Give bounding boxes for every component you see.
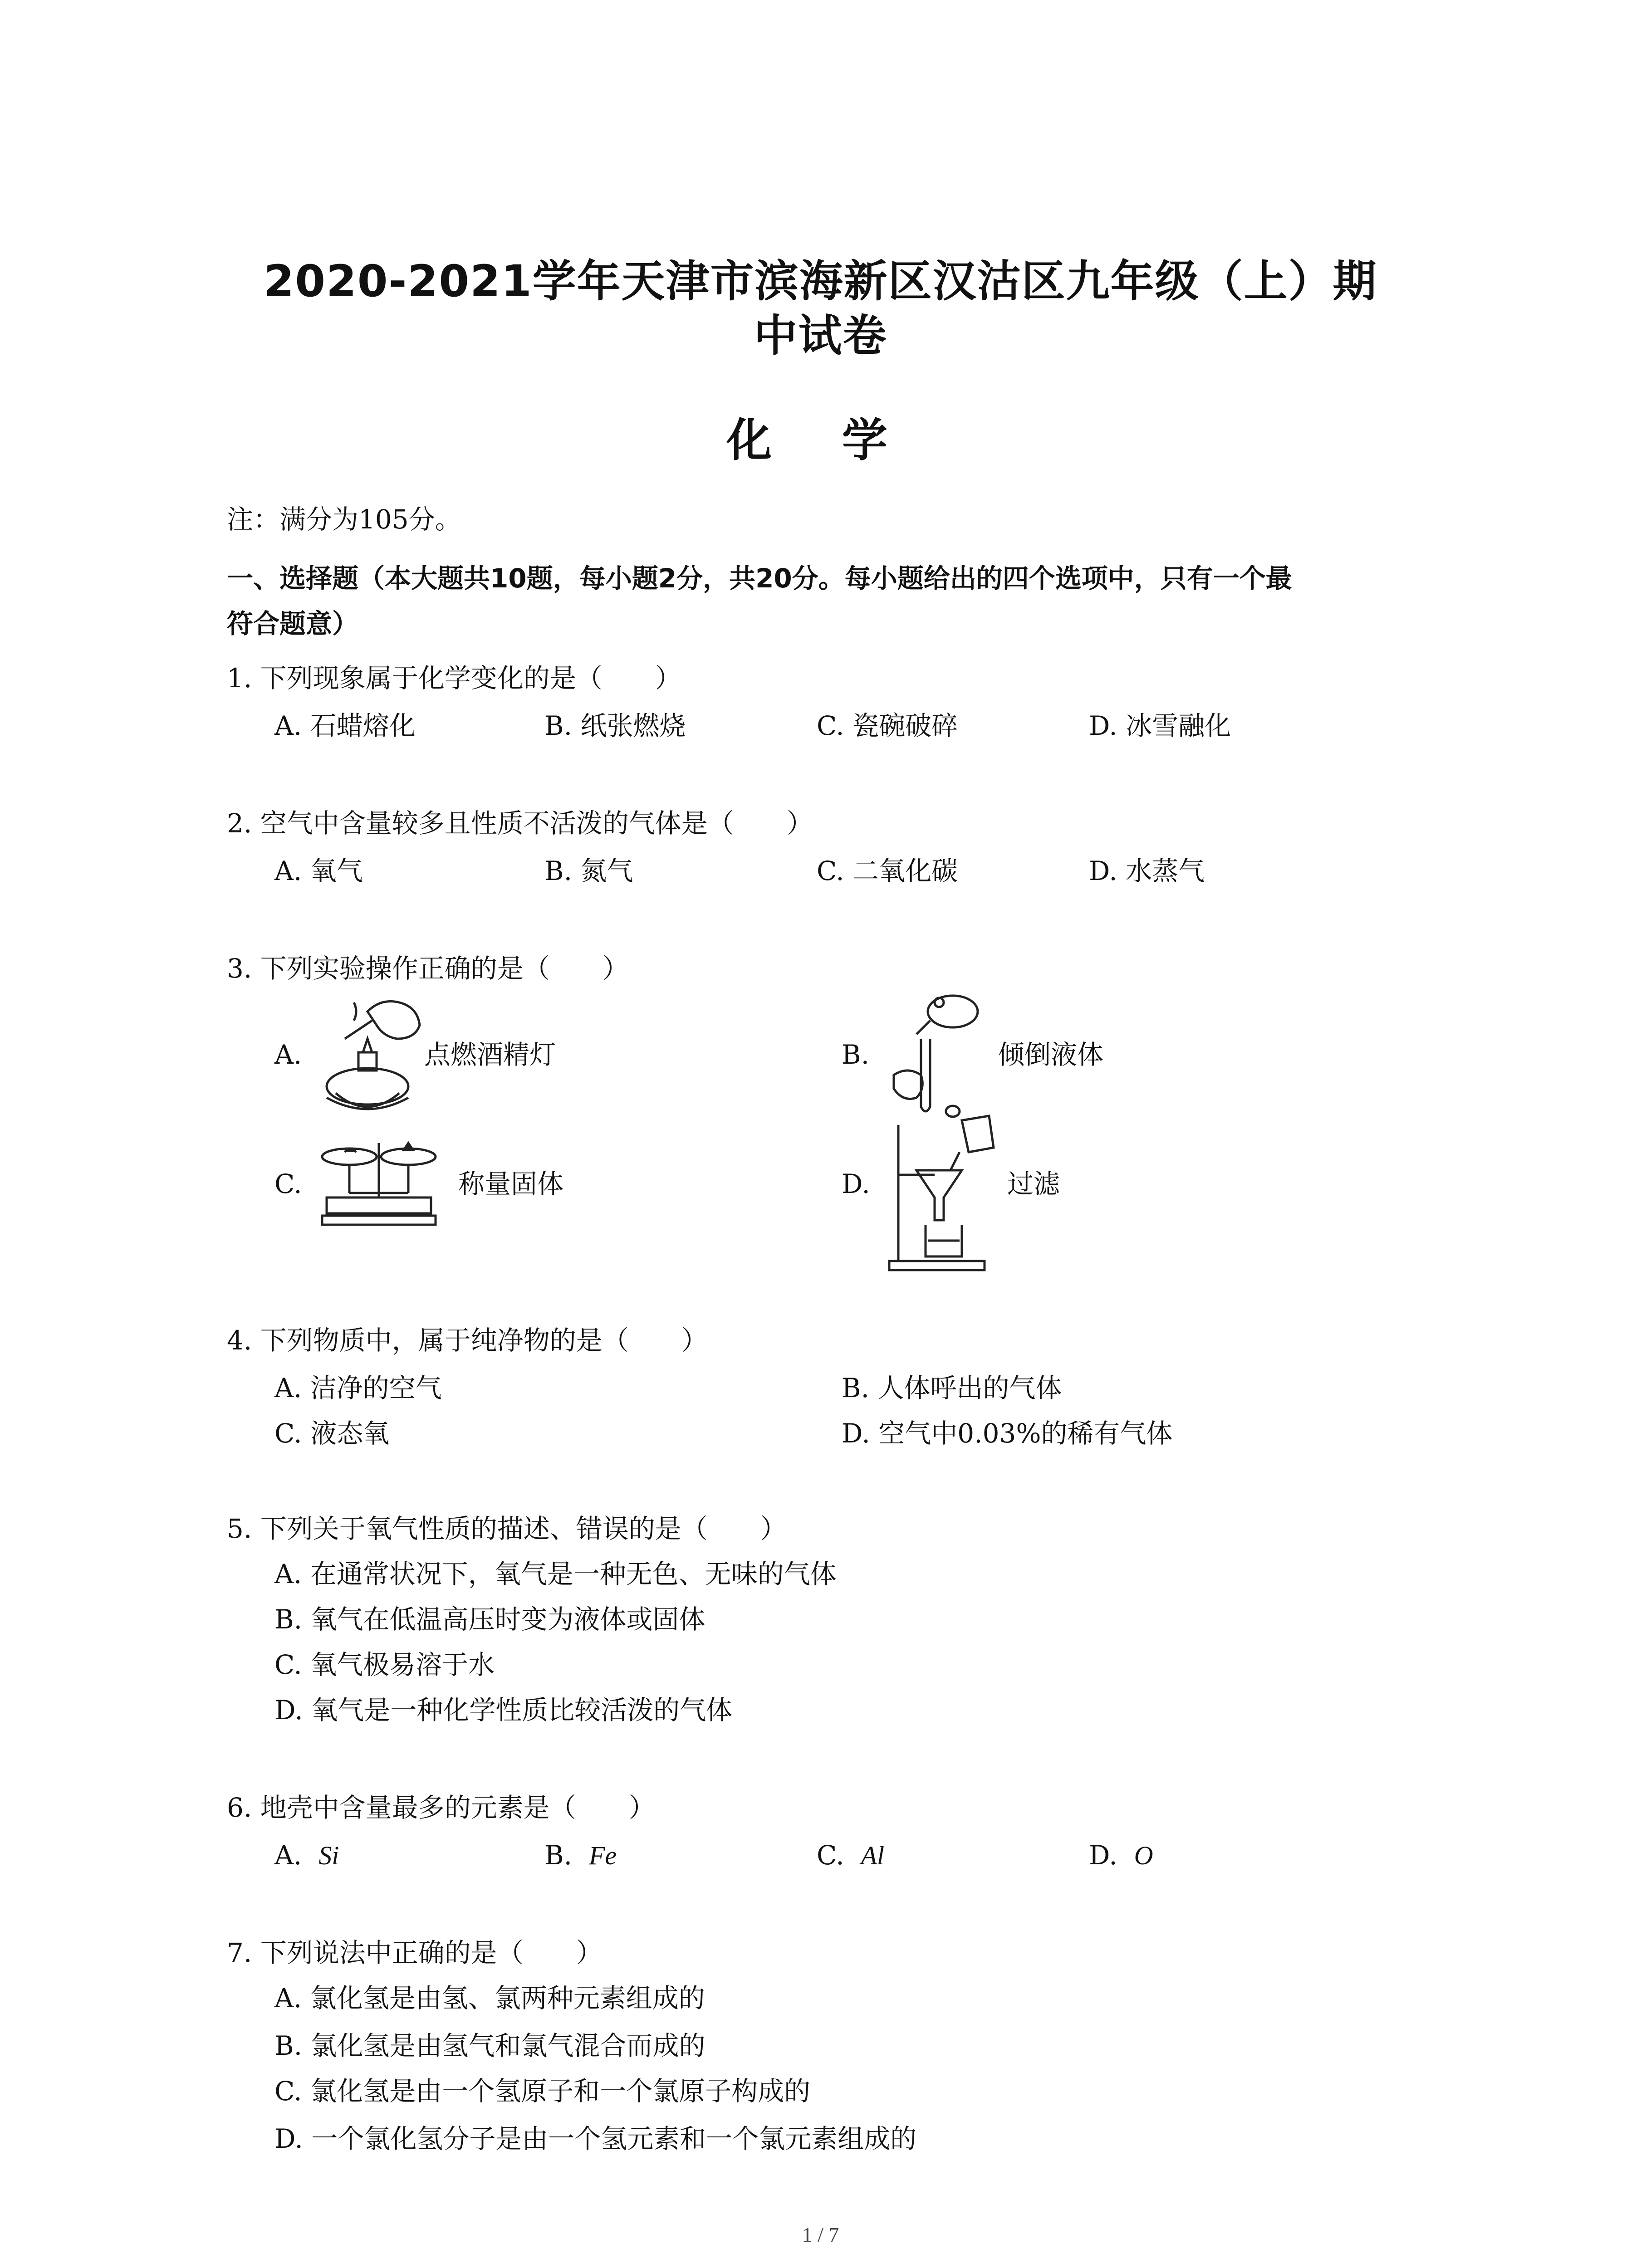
question-6-option-a (274, 1839, 339, 1872)
question-4-option-c: C. 液态氧 (274, 1418, 390, 1449)
alcohol-lamp-icon (318, 993, 426, 1116)
question-5-option-a: A. 在通常状况下，氧气是一种无色、无味的气体 (274, 1559, 837, 1589)
question-1-stem: 1. 下列现象属于化学变化的是（ ） (227, 663, 681, 694)
question-2-option-b: B. 氮气 (544, 855, 633, 886)
score-note: 注：满分为105分。 (227, 504, 461, 535)
question-5-option-d: D. 氧气是一种化学性质比较活泼的气体 (274, 1695, 733, 1725)
question-7-option-d: D. 一个氯化氢分子是由一个氢元素和一个氯元素组成的 (274, 2123, 917, 2154)
section-heading-line2: 符合题意） (227, 608, 359, 639)
section-heading-line1: 一、选择题（本大题共10题，每小题2分，共20分。每小题给出的四个选项中，只有一个最 (227, 563, 1292, 594)
question-1-option-b: B. 纸张燃烧 (544, 710, 686, 741)
question-6-option-b-symbol: Fe (588, 1841, 617, 1870)
question-7-option-c: C. 氯化氢是由一个氢原子和一个氯原子构成的 (274, 2076, 811, 2107)
question-6-option-d-letter: D. (1089, 1840, 1117, 1871)
question-2-option-d: D. 水蒸气 (1089, 855, 1205, 886)
question-6-option-b (544, 1839, 617, 1872)
question-1-option-d: D. 冰雪融化 (1089, 710, 1231, 741)
question-3-option-c-text: 称量固体 (458, 1168, 564, 1199)
question-6-option-c-symbol: Al (861, 1841, 885, 1870)
question-7-stem: 7. 下列说法中正确的是（ ） (227, 1937, 603, 1968)
question-2-stem: 2. 空气中含量较多且性质不活泼的气体是（ ） (227, 808, 813, 839)
exam-title-line2: 中试卷 (754, 310, 887, 361)
question-6-option-a-letter: A. (274, 1840, 302, 1871)
question-3-option-b-letter: B. (842, 1039, 870, 1070)
question-3-option-d-text: 过滤 (1007, 1168, 1060, 1199)
page-number: 1 / 7 (802, 2223, 839, 2246)
question-3-option-c-letter: C. (274, 1168, 302, 1199)
exam-title-line1: 2020-2021学年天津市滨海新区汉沽区九年级（上）期 (264, 256, 1377, 307)
question-6-option-d (1089, 1839, 1153, 1872)
question-7-option-a: A. 氯化氢是由氢、氯两种元素组成的 (274, 1983, 705, 2014)
question-5-stem: 5. 下列关于氧气性质的描述、错误的是（ ） (227, 1513, 787, 1544)
balance-icon (318, 1125, 440, 1229)
question-1-option-a: A. 石蜡熔化 (274, 710, 416, 741)
pouring-liquid-icon (885, 989, 989, 1125)
question-4-stem: 4. 下列物质中，属于纯净物的是（ ） (227, 1325, 708, 1356)
question-4-option-a: A. 洁净的空气 (274, 1373, 442, 1403)
question-7-option-b: B. 氯化氢是由氢气和氯气混合而成的 (274, 2030, 705, 2061)
question-1-option-c: C. 瓷碗破碎 (817, 710, 958, 741)
question-6-stem: 6. 地壳中含量最多的元素是（ ） (227, 1792, 655, 1823)
question-6-option-a-symbol: Si (318, 1841, 339, 1870)
question-2-option-c: C. 二氧化碳 (817, 855, 958, 886)
question-3-stem: 3. 下列实验操作正确的是（ ） (227, 953, 629, 984)
question-4-option-b: B. 人体呼出的气体 (842, 1373, 1062, 1403)
filtration-icon (885, 1111, 998, 1275)
subject-title: 化 学 (726, 414, 915, 467)
question-3-option-d-letter: D. (842, 1168, 870, 1199)
question-5-option-b: B. 氧气在低温高压时变为液体或固体 (274, 1604, 705, 1635)
question-6-option-c-letter: C. (817, 1840, 844, 1871)
question-4-option-d: D. 空气中0.03%的稀有气体 (842, 1418, 1173, 1449)
question-3-option-a-text: 点燃酒精灯 (424, 1039, 556, 1070)
question-6-option-b-letter: B. (544, 1840, 573, 1871)
question-6-option-c (817, 1839, 884, 1872)
question-3-option-a-letter: A. (274, 1039, 302, 1070)
question-3-option-b-text: 倾倒液体 (998, 1039, 1104, 1070)
question-2-option-a: A. 氧气 (274, 855, 363, 886)
question-6-option-d-symbol: O (1134, 1841, 1153, 1870)
question-5-option-c: C. 氧气极易溶于水 (274, 1649, 495, 1680)
